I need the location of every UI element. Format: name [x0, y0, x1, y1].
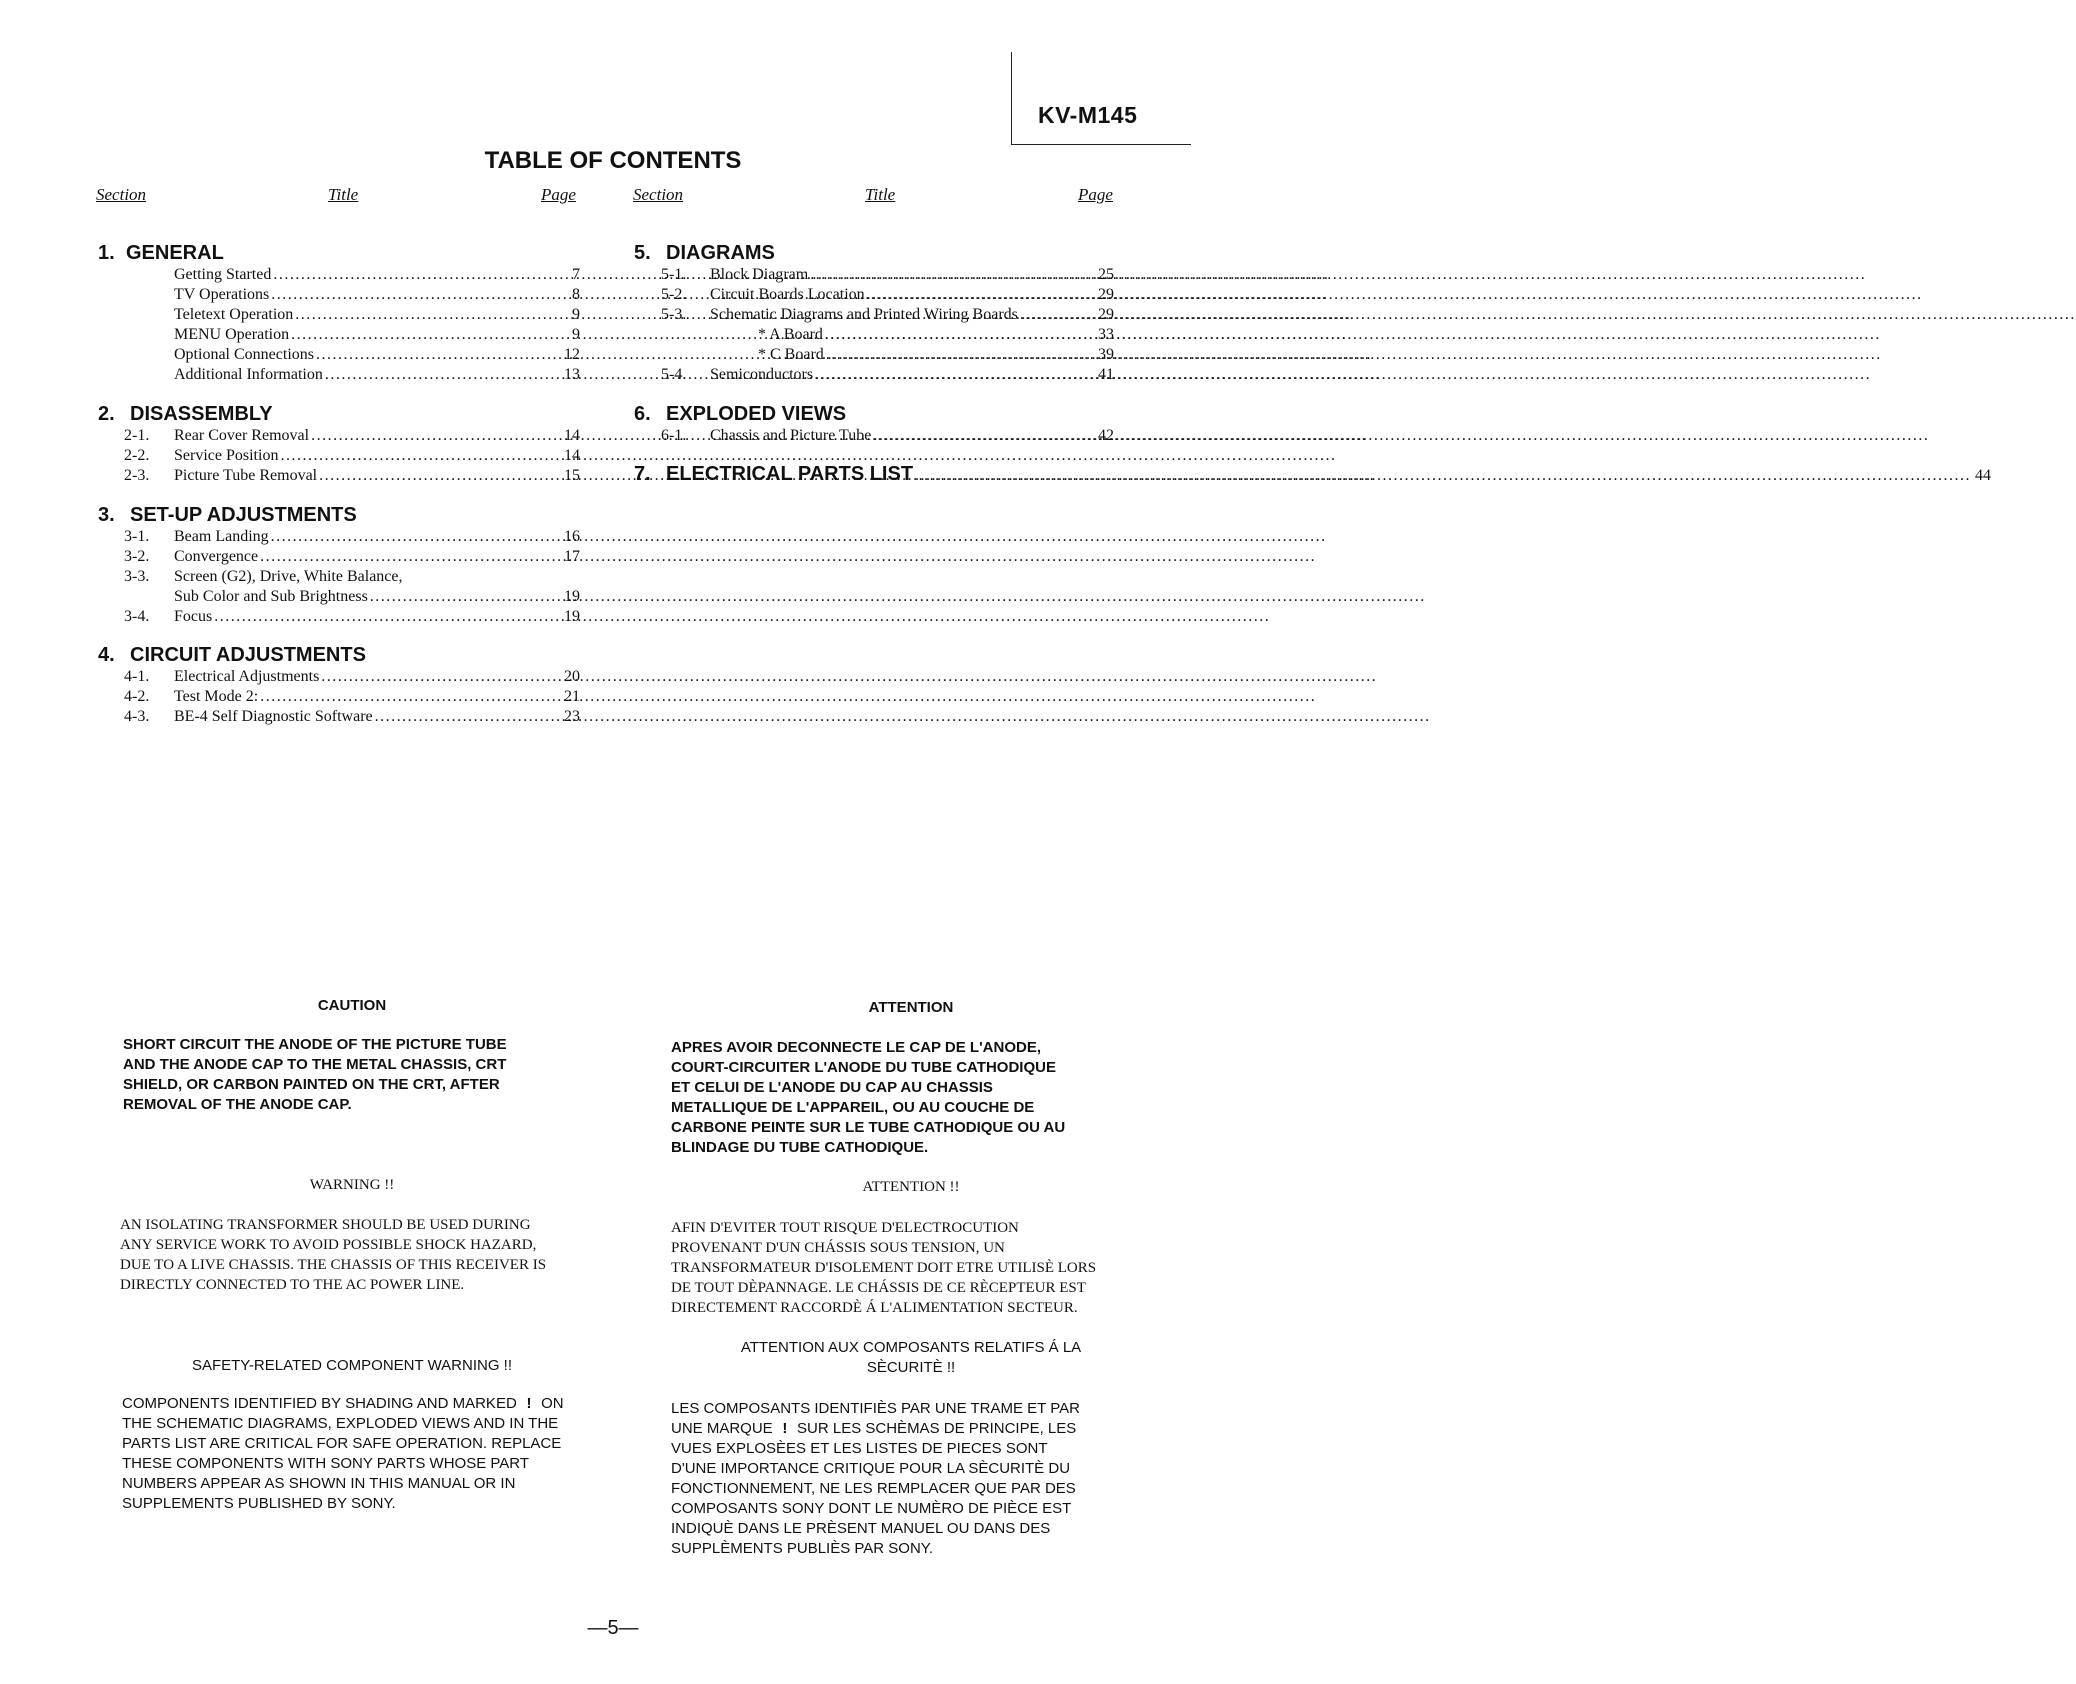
toc-entry[interactable]: 3-2. Convergence ..... 17 [124, 547, 580, 567]
toc-entry-continued[interactable]: Sub Color and Sub Brightness ..... 19 [124, 587, 580, 607]
toc-entry[interactable]: 5-1. Block Diagram ..... 25 [661, 265, 1114, 285]
toc-entry[interactable]: * A Board ..... 33 [661, 325, 1114, 345]
critical-mark-icon: ! [526, 1395, 532, 1412]
model-number: KV-M145 [1038, 102, 1138, 128]
toc-entry[interactable]: Teletext Operation ..... 9 [98, 305, 580, 325]
attention2-title: ATTENTION !! [862, 1179, 960, 1195]
toc-entry[interactable]: Getting Started ..... 7 [98, 265, 580, 285]
attention-text: APRES AVOIR DECONNECTE LE CAP DE L'ANODE, COURT-CIRCUITER L'ANODE DU TUBE CATHODIQUE ET CELUI DE L'ANODE DU CAP AU CHASSIS METALLIQUE DE L'APPAREIL, OU AU COUCHE DE CARBONE PEINTE SUR LE TUBE CATHODIQUE OU AU BLINDAGE DU TUBE CATHODIQUE. [671, 1039, 1066, 1156]
warning-text: AN ISOLATING TRANSFORMER SHOULD BE USED DURING ANY SERVICE WORK TO AVOID POSSIBLE SHOCK HAZARD, DUE TO A LIVE CHASSIS. THE CHASSIS OF THIS RECEIVER IS DIRECTLY CONNECTED TO THE AC POWER LINE. [120, 1217, 547, 1293]
toc-entry[interactable]: 2-3. Picture Tube Removal ..... 15 [124, 466, 580, 486]
safety-title: SAFETY-RELATED COMPONENT WARNING !! [191, 1357, 513, 1374]
warning-title: WARNING !! [309, 1177, 395, 1193]
col-page-left: Page [541, 185, 576, 204]
attention2-text: AFIN D'EVITER TOUT RISQUE D'ELECTROCUTION PROVENANT D'UN CHÁSSIS SOUS TENSION, UN TRANSFORMATEUR D'ISOLEMENT DOIT ETRE UTILISÈ LORS DE TOUT DÈPANNAGE. LE CHÁSSIS DE CE RÈCEPTEUR EST DIRECTEMENT RACCORDÈ Á L'ALIMENTATION SECTEUR. [671, 1220, 1097, 1316]
toc-entry[interactable]: * C Board ..... 39 [661, 345, 1114, 365]
toc-entry[interactable]: 5-4. Semiconductors ..... 41 [661, 365, 1114, 385]
toc-entry[interactable]: MENU Operation ..... 9 [98, 325, 580, 345]
col-title-right: Title [865, 185, 896, 204]
toc-entry[interactable]: 4-1. Electrical Adjustments ..... 20 [124, 667, 580, 687]
toc-entry[interactable]: Optional Connections ..... 12 [98, 345, 580, 365]
toc-entry[interactable]: 4-2. Test Mode 2: ..... 21 [124, 687, 580, 707]
toc-entry[interactable]: 5-2. Circuit Boards Location ..... 29 [661, 285, 1114, 305]
toc-entry[interactable]: 3-1. Beam Landing ..... 16 [124, 527, 580, 547]
section-electrical-parts-list[interactable]: 7. ELECTRICAL PARTS LIST ..... 44 [634, 463, 1114, 489]
toc-entry[interactable]: 2-1. Rear Cover Removal ..... 14 [124, 426, 580, 446]
attention-title: ATTENTION [868, 999, 954, 1016]
caution-title: CAUTION [317, 997, 387, 1014]
toc-entry[interactable]: 5-3. Schematic Diagrams and Printed Wiring Boards ..... 29 [661, 305, 1114, 325]
toc-entry[interactable]: 2-2. Service Position ..... 14 [124, 446, 580, 466]
toc-entry[interactable]: TV Operations ..... 8 [98, 285, 580, 305]
critical-mark-icon: ! [782, 1420, 788, 1437]
toc-entry[interactable]: Additional Information ..... 13 [98, 365, 580, 385]
caution-text: SHORT CIRCUIT THE ANODE OF THE PICTURE TUBE AND THE ANODE CAP TO THE METAL CHASSIS, CRT SHIELD, OR CARBON PAINTED ON THE CRT, AFTER REMOVAL OF THE ANODE CAP. [123, 1036, 507, 1113]
col-page-right: Page [1078, 185, 1113, 204]
toc-entry[interactable]: 3-4. Focus ..... 19 [124, 607, 580, 627]
toc-entry[interactable]: 6-1. Chassis and Picture Tube ..... 42 [661, 426, 1114, 446]
col-section-left: Section [96, 185, 147, 204]
page-number: —5— [587, 1617, 639, 1639]
safety-text: COMPONENTS IDENTIFIED BY SHADING AND MARKED ! ON THE SCHEMATIC DIAGRAMS, EXPLODED VIEWS AND IN THE PARTS LIST ARE CRITICAL FOR SAFE OPERATION. REPLACE THESE COMPONENTS WITH SONY PARTS WHOSE PART NUMBERS APPEAR AS SHOWN IN THIS MANUAL OR IN SUPPLEMENTS PUBLISHED BY SONY. [122, 1395, 564, 1512]
toc-entry[interactable]: 3-3. Screen (G2), Drive, White Balance, [124, 568, 403, 585]
col-section-right: Section [633, 185, 684, 204]
col-title-left: Title [328, 185, 359, 204]
model-box [1011, 52, 1191, 145]
attention-components-text: LES COMPOSANTS IDENTIFIÈS PAR UNE TRAME ET PAR UNE MARQUE ! SUR LES SCHÈMAS DE PRINCIPE, LES VUES EXPLOSÈES ET LES LISTES DE PIECES SONT D'UNE IMPORTANCE CRITIQUE POUR LA SÈCURITÈ DU FONCTIONNEMENT, NE LES REMPLACER QUE PAR DES COMPOSANTS SONY DONT LE NUMÈRO DE PIÈCE EST INDIQUÈ DANS LE PRÈSENT MANUEL OU DANS DES SUPPLÈMENTS PUBLIÈS PAR SONY. [671, 1400, 1080, 1557]
toc-entry[interactable]: 4-3. BE-4 Self Diagnostic Software ..... 23 [124, 707, 580, 727]
toc-title: TABLE OF CONTENTS [484, 147, 742, 174]
attention-components-title: ATTENTION AUX COMPOSANTS RELATIFS Á LA SÈCURITÈ !! [740, 1339, 1082, 1376]
